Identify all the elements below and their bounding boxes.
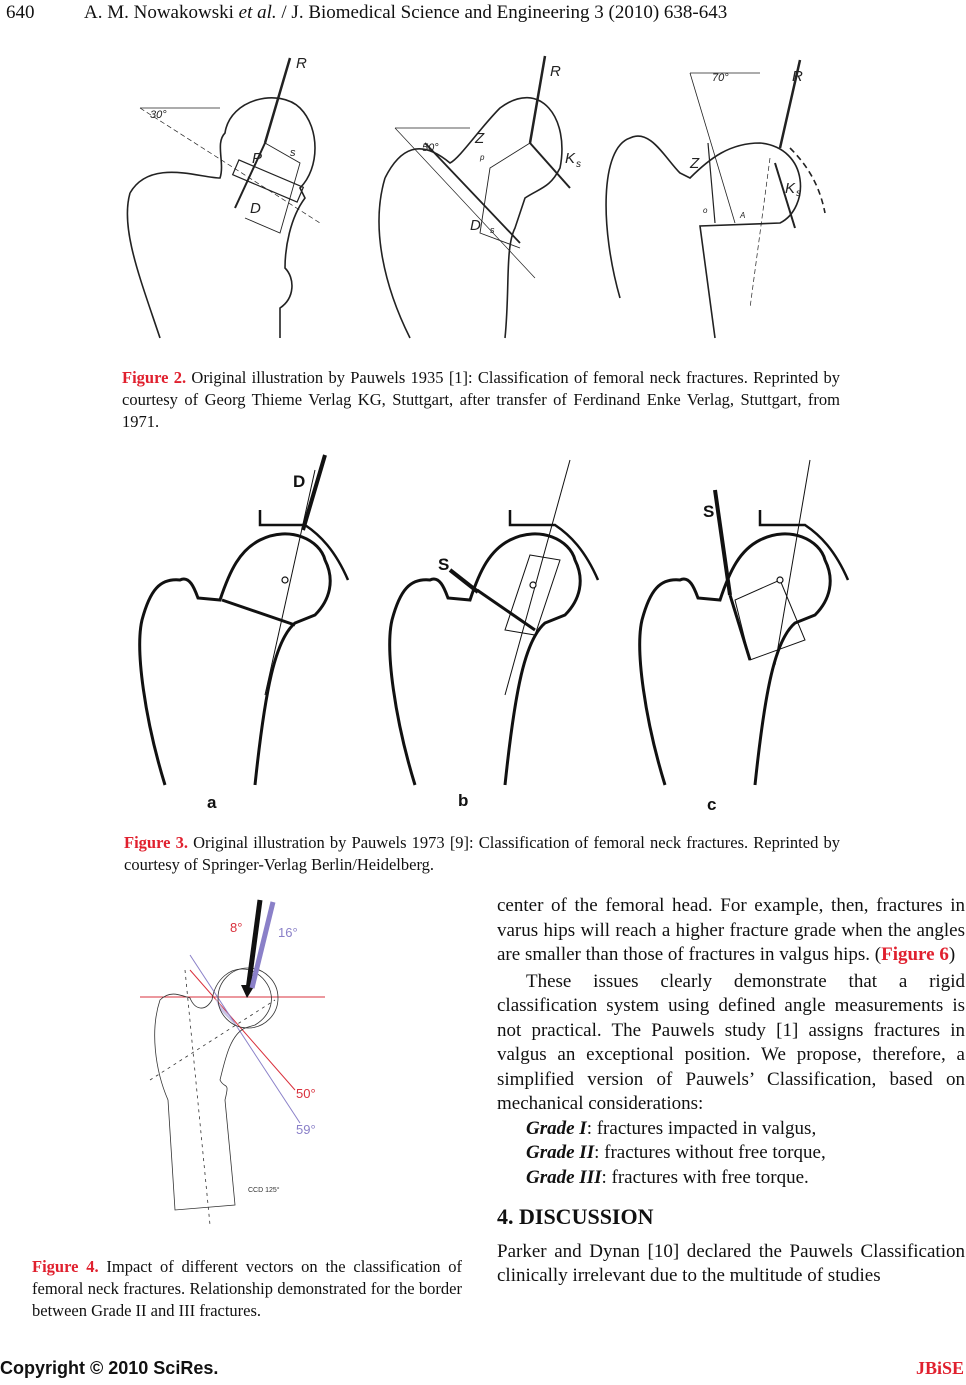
- grade-1-text: : fractures impacted in valgus,: [586, 1117, 817, 1139]
- figure-2-caption: [122, 367, 840, 433]
- fig2-label-K1: K: [565, 150, 576, 167]
- fig4-angle-16: 16°: [278, 925, 298, 940]
- body-paragraph-1: [497, 894, 965, 968]
- fig2-label-Z2: Z: [690, 155, 700, 172]
- page-number: 640: [6, 2, 35, 23]
- fig2-label-K2: K: [785, 180, 796, 197]
- fig2-label-A: A: [740, 211, 746, 220]
- fig2-label-Z1: Z: [475, 130, 485, 147]
- figure-3-caption: [124, 832, 840, 876]
- grade-item-2: [526, 1141, 965, 1166]
- figure-2-caption-label: Figure 2.: [122, 368, 187, 387]
- grade-item-1: [526, 1117, 965, 1142]
- header-journal: / J. Biomedical Science and Engineering 3 (2010) 638-643: [281, 2, 728, 23]
- figure-3-caption-text: Original illustration by Pauwels 1973 [9]: Classification of femoral neck fractures. Reprinted by courtesy of Springer-Verlag Berlin/Heidelberg.: [124, 833, 840, 874]
- figure-3-illustration: [120, 450, 850, 820]
- figure-2-caption-text: Original illustration by Pauwels 1935 [1]: Classification of femoral neck fractures. Reprinted by courtesy of Georg Thieme Verlag KG, Stuttgart, after transfer of Ferdinand Enke Verlag, Stuttgart, from 1971.: [122, 368, 840, 431]
- grade-1-label: Grade I: [526, 1117, 587, 1139]
- fig2-label-D1: D: [250, 200, 261, 217]
- figure-4-caption-label: Figure 4.: [32, 1257, 99, 1276]
- header-et-al: et al.: [238, 2, 277, 23]
- body-text-column: [497, 894, 965, 1289]
- fig2-label-s1: s: [290, 147, 296, 159]
- body-paragraph-2: These issues clearly demonstrate that a rigid classification system using defined angle measurements is not practical. The Pauwels study [1] assigns fractures in valgus an exceptional position. We propose, therefore, a simplified version of Pauwels’ Classification, based on mechanical considerations:: [497, 970, 965, 1114]
- fig2-label-R2: R: [550, 63, 561, 80]
- fig4-angle-8: 8°: [230, 920, 243, 935]
- fig2-label-p: p: [480, 153, 485, 162]
- figure-2-illustration: [120, 48, 840, 348]
- fig2-label-s4: s: [796, 188, 801, 199]
- figure-4-caption: [32, 1256, 462, 1322]
- header-authors: A. M. Nowakowski: [84, 2, 234, 23]
- fig2-label-R3: R: [792, 68, 803, 85]
- grade-3-text: : fractures with free torque.: [601, 1166, 809, 1188]
- fig3-panel-label-b: b: [458, 791, 469, 810]
- fig2-label-70: 70°: [712, 72, 729, 84]
- footer-copyright: Copyright © 2010 SciRes.: [0, 1358, 219, 1378]
- fig3-force-label-S-b: S: [438, 555, 450, 574]
- figure-4-caption-text: Impact of different vectors on the classification of femoral neck fractures. Relationship demonstrated for the border between Grade II and III fractures.: [32, 1257, 462, 1320]
- grade-2-label: Grade II: [526, 1142, 595, 1163]
- figure-6-link[interactable]: Figure 6: [881, 944, 949, 965]
- grade-3-label: Grade III: [526, 1166, 602, 1188]
- running-header: [84, 2, 727, 24]
- fig2-label-s3: s: [490, 225, 495, 235]
- fig2-label-s2: s: [576, 159, 581, 170]
- fig2-label-50: 50°: [422, 142, 439, 154]
- fig3-panel-label-a: a: [207, 793, 217, 812]
- section-heading-discussion: 4. DISCUSSION: [497, 1204, 654, 1229]
- fig4-angle-50: 50°: [296, 1086, 316, 1101]
- fig2-label-P: P: [252, 150, 263, 167]
- fig2-label-30: 30°: [150, 109, 167, 121]
- figure-4-illustration: [130, 890, 340, 1240]
- fig4-angle-59: 59°: [296, 1122, 316, 1137]
- fig2-label-R1: R: [296, 55, 307, 72]
- body-p1-close: ): [948, 944, 956, 965]
- body-p1-text: center of the femoral head. For example, then, fractures in varus hips will reach a higher fracture grade when the angles are smaller than those of fractures in valgus hips. (: [497, 895, 965, 965]
- fig3-force-label-D: D: [293, 472, 306, 491]
- body-paragraph-3: Parker and Dynan [10] declared the Pauwels Classification clinically irrelevant due to the multitude of studies: [497, 1240, 965, 1286]
- fig3-panel-label-c: c: [707, 795, 717, 814]
- figure-3-caption-label: Figure 3.: [124, 833, 188, 852]
- footer-journal-abbrev: JBiSE: [915, 1358, 964, 1378]
- fig3-force-label-S-c: S: [703, 502, 715, 521]
- grade-item-3: [526, 1166, 965, 1191]
- fig2-label-D2: D: [470, 217, 481, 234]
- fig2-label-o: o: [703, 206, 708, 215]
- grade-2-text: : fractures without free torque,: [594, 1142, 826, 1163]
- fig4-ccd-label: CCD 125°: [248, 1187, 280, 1194]
